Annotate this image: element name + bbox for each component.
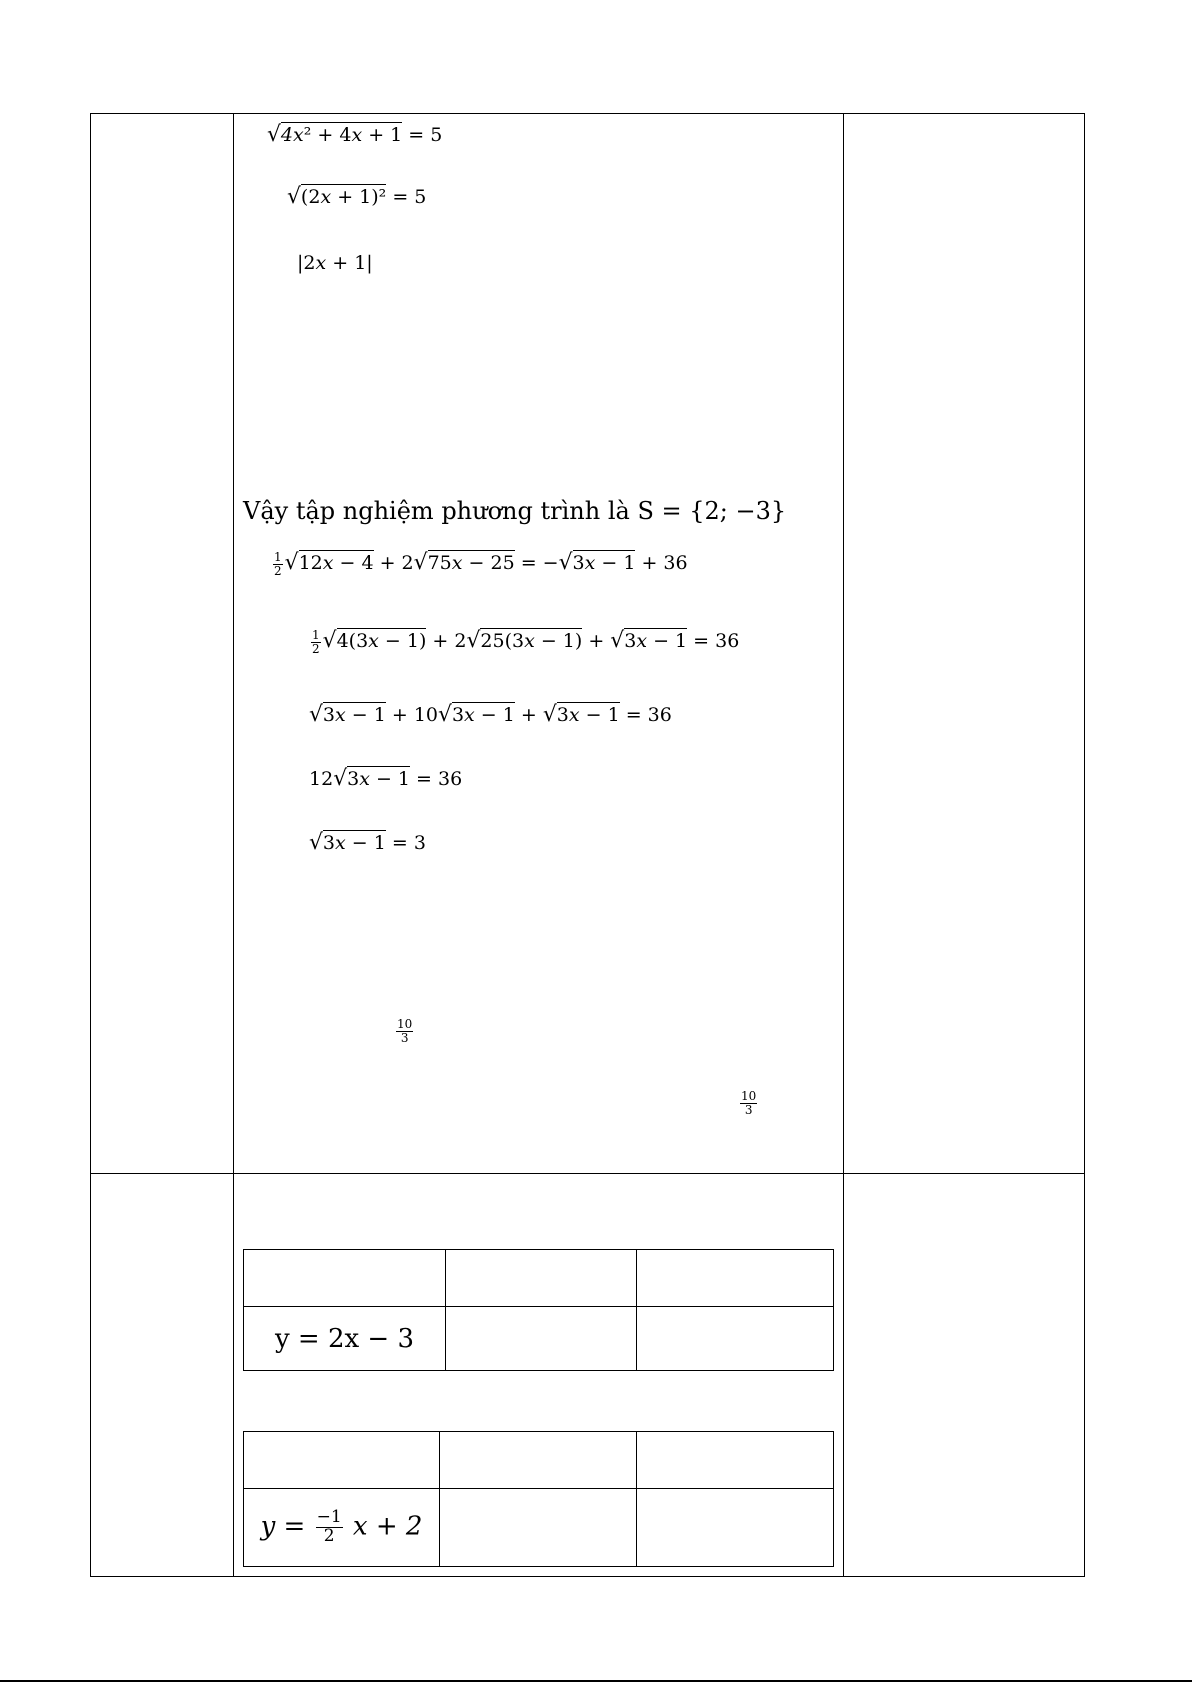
table1-header-cell-2: [446, 1250, 637, 1307]
equation-6: √3x − 1 + 10√3x − 1 + √3x − 1 = 36: [309, 702, 672, 727]
equation-5: $\frac{1}{2}$ √4(3x − 1) + 2√25(3x − 1) + √3x − 1 = 36: [312, 627, 740, 656]
row-divider: [91, 1173, 1084, 1174]
table2-value-cell-2: [637, 1489, 834, 1567]
equation-2: √(2x + 1)² = 5: [287, 184, 427, 209]
value-table-1: [243, 1249, 834, 1371]
equation-1: √4x² + 4x + 1 = 5: [267, 122, 443, 147]
equation-8: √3x − 1 = 3: [309, 830, 426, 855]
lesson-table: [90, 113, 1085, 1577]
equation-7: 12√3x − 1 = 36: [309, 766, 463, 791]
table1-value-cell-2: [637, 1307, 834, 1371]
footer-rule: [0, 1680, 1192, 1682]
equation-4: $\frac{1}{2}$ √12x − 4 + 2√75x − 25 = −√3x − 1 + 36: [274, 549, 688, 578]
equation-3: |2x + 1|: [297, 252, 373, 274]
table2-header-cell-1: [244, 1432, 440, 1489]
table1-header-cell-1: [244, 1250, 446, 1307]
table2-value-cell-1: [440, 1489, 637, 1567]
column-divider-2: [843, 114, 844, 1576]
column-divider-1: [233, 114, 234, 1576]
fraction-ten-thirds-2: $\frac{10}{3}$: [741, 1089, 757, 1117]
fraction-ten-thirds-1: $\frac{10}{3}$: [397, 1017, 413, 1045]
table1-value-cell-1: [446, 1307, 637, 1371]
table2-header-cell-3: [637, 1432, 834, 1489]
value-table-2: [243, 1431, 834, 1567]
table1-function-cell: y = 2x − 3: [244, 1307, 446, 1371]
table2-header-cell-2: [440, 1432, 637, 1489]
table2-function-cell: y = $\frac{-1}{2}$ x + 2: [244, 1489, 440, 1567]
table1-header-cell-3: [637, 1250, 834, 1307]
solution-conclusion: Vậy tập nghiệm phương trình là S = {2; −3}: [243, 497, 787, 525]
